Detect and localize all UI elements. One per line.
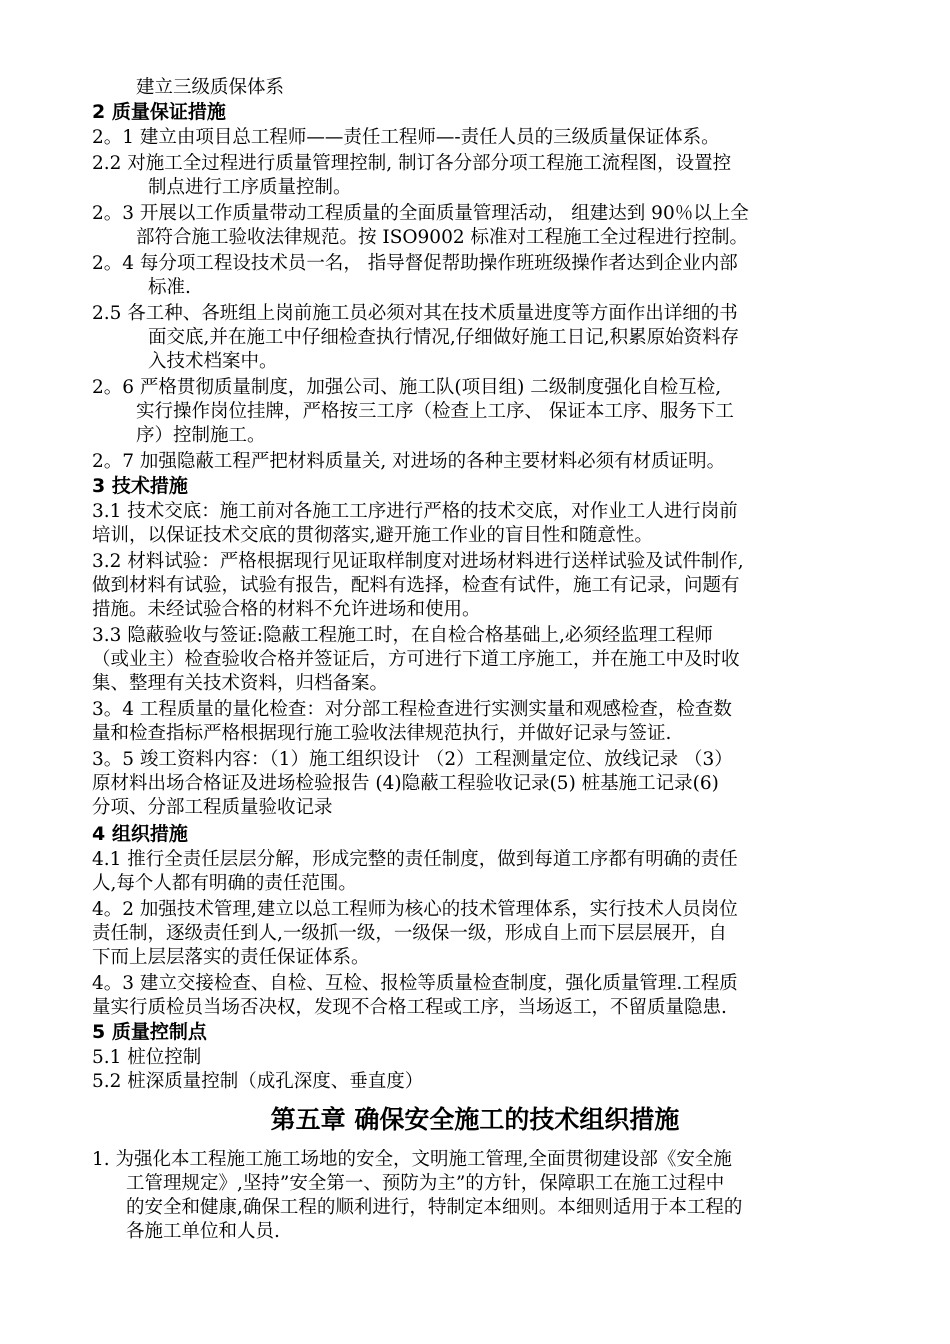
s2-item-5-line-2: 面交底,并在施工中仔细检查执行情况,仔细做好施工日记,积累原始资料存	[148, 327, 740, 348]
s3-item-4-line-2: 量和检查指标严格根据现行施工验收法律规范执行，并做好记录与签证.	[92, 723, 672, 744]
s4-item-2-line-1: 4。2 加强技术管理,建立以总工程师为核心的技术管理体系，实行技术人员岗位	[92, 899, 738, 920]
s2-item-6-line-3: 序）控制施工。	[136, 425, 266, 446]
section-5-heading: 5 质量控制点	[92, 1021, 207, 1043]
s2-item-4-line-1: 2。4 每分项工程设技术员一名， 指导督促帮助操作班班级操作者达到企业内部	[92, 253, 738, 274]
s4-item-3-line-2: 量实行质检员当场否决权，发现不合格工程或工序，当场返工，不留质量隐患.	[92, 997, 727, 1018]
s2-item-6-line-2: 实行操作岗位挂牌，严格按三工序（检查上工序、 保证本工序、服务下工	[136, 401, 734, 422]
s3-item-3-line-1: 3.3 隐蔽验收与签证:隐蔽工程施工时，在自检合格基础上,必须经监理工程师	[92, 625, 713, 646]
s2-item-2-line-2: 制点进行工序质量控制。	[148, 177, 352, 198]
section-2-heading: 2 质量保证措施	[92, 101, 226, 123]
s2-item-6-line-1: 2。6 严格贯彻质量制度，加强公司、施工队(项目组) 二级制度强化自检互检,	[92, 377, 722, 398]
section-4-heading: 4 组织措施	[92, 823, 188, 845]
s2-item-5-line-1: 2.5 各工种、各班组上岗前施工员必须对其在技术质量进度等方面作出详细的书	[92, 303, 738, 324]
s3-item-5-line-3: 分项、分部工程质量验收记录	[92, 797, 333, 818]
chapter-item-1-line-4: 各施工单位和人员.	[126, 1221, 280, 1242]
chapter-item-1-line-1: 1. 为强化本工程施工施工场地的安全，文明施工管理,全面贯彻建设部《安全施	[92, 1149, 732, 1170]
s2-item-2-line-1: 2.2 对施工全过程进行质量管理控制, 制订各分部分项工程施工流程图，设置控	[92, 153, 732, 174]
chapter-title: 第五章 确保安全施工的技术组织措施	[270, 1105, 680, 1134]
chapter-item-1-line-2: 工管理规定》,坚持”安全第一、预防为主”的方针，保障职工在施工过程中	[126, 1173, 725, 1194]
s2-item-3-line-2: 部符合施工验收法律规范。按 ISO9002 标准对工程施工全过程进行控制。	[136, 227, 748, 248]
s4-item-1-line-1: 4.1 推行全责任层层分解，形成完整的责任制度，做到每道工序都有明确的责任	[92, 849, 738, 870]
s3-item-5-line-2: 原材料出场合格证及进场检验报告 (4)隐蔽工程验收记录(5) 桩基施工记录(6)	[92, 773, 719, 794]
section-3-heading: 3 技术措施	[92, 475, 188, 497]
s3-item-1-line-2: 培训，以保证技术交底的贯彻落实,避开施工作业的盲目性和随意性。	[92, 525, 653, 546]
s5-item-1: 5.1 桩位控制	[92, 1047, 202, 1068]
s3-item-1-line-1: 3.1 技术交底：施工前对各施工工序进行严格的技术交底，对作业工人进行岗前	[92, 501, 738, 522]
s3-item-5-line-1: 3。5 竣工资料内容：（1）施工组织设计 （2）工程测量定位、放线记录 （3）	[92, 749, 733, 770]
s4-item-1-line-2: 人,每个人都有明确的责任范围。	[92, 873, 357, 894]
s2-item-7-line-1: 2。7 加强隐蔽工程严把材料质量关, 对进场的各种主要材料必须有材质证明。	[92, 451, 726, 472]
s3-item-3-line-3: 集、整理有关技术资料，归档备案。	[92, 673, 389, 694]
s3-item-2-line-3: 措施。未经试验合格的材料不允许进场和使用。	[92, 599, 481, 620]
s3-item-2-line-1: 3.2 材料试验：严格根据现行见证取样制度对进场材料进行送样试验及试件制作,	[92, 551, 744, 572]
s4-item-3-line-1: 4。3 建立交接检查、自检、互检、报检等质量检查制度，强化质量管理.工程质	[92, 973, 738, 994]
s3-item-4-line-1: 3。4 工程质量的量化检查：对分部工程检查进行实测实量和观感检查，检查数	[92, 699, 732, 720]
s2-item-4-line-2: 标准.	[148, 277, 191, 298]
s4-item-2-line-3: 下而上层层落实的责任保证体系。	[92, 947, 370, 968]
s3-item-3-line-2: （或业主）检查验收合格并签证后，方可进行下道工序施工，并在施工中及时收	[92, 649, 740, 670]
s2-item-3-line-1: 2。3 开展以工作质量带动工程质量的全面质量管理活动， 组建达到 90％以上全	[92, 203, 749, 224]
chapter-item-1-line-3: 的安全和健康,确保工程的顺利进行，特制定本细则。本细则适用于本工程的	[126, 1197, 743, 1218]
s3-item-2-line-2: 做到材料有试验，试验有报告，配料有选择，检查有试件，施工有记录，问题有	[92, 575, 740, 596]
intro-line: 建立三级质保体系	[136, 77, 285, 98]
s5-item-2: 5.2 桩深质量控制（成孔深度、垂直度）	[92, 1071, 424, 1092]
s2-item-5-line-3: 入技术档案中。	[148, 351, 278, 372]
s4-item-2-line-2: 责任制，逐级责任到人,一级抓一级，一级保一级，形成自上而下层层展开，自	[92, 923, 727, 944]
s2-item-1-line-1: 2。1 建立由项目总工程师——责任工程师—-责任人员的三级质量保证体系。	[92, 127, 720, 148]
